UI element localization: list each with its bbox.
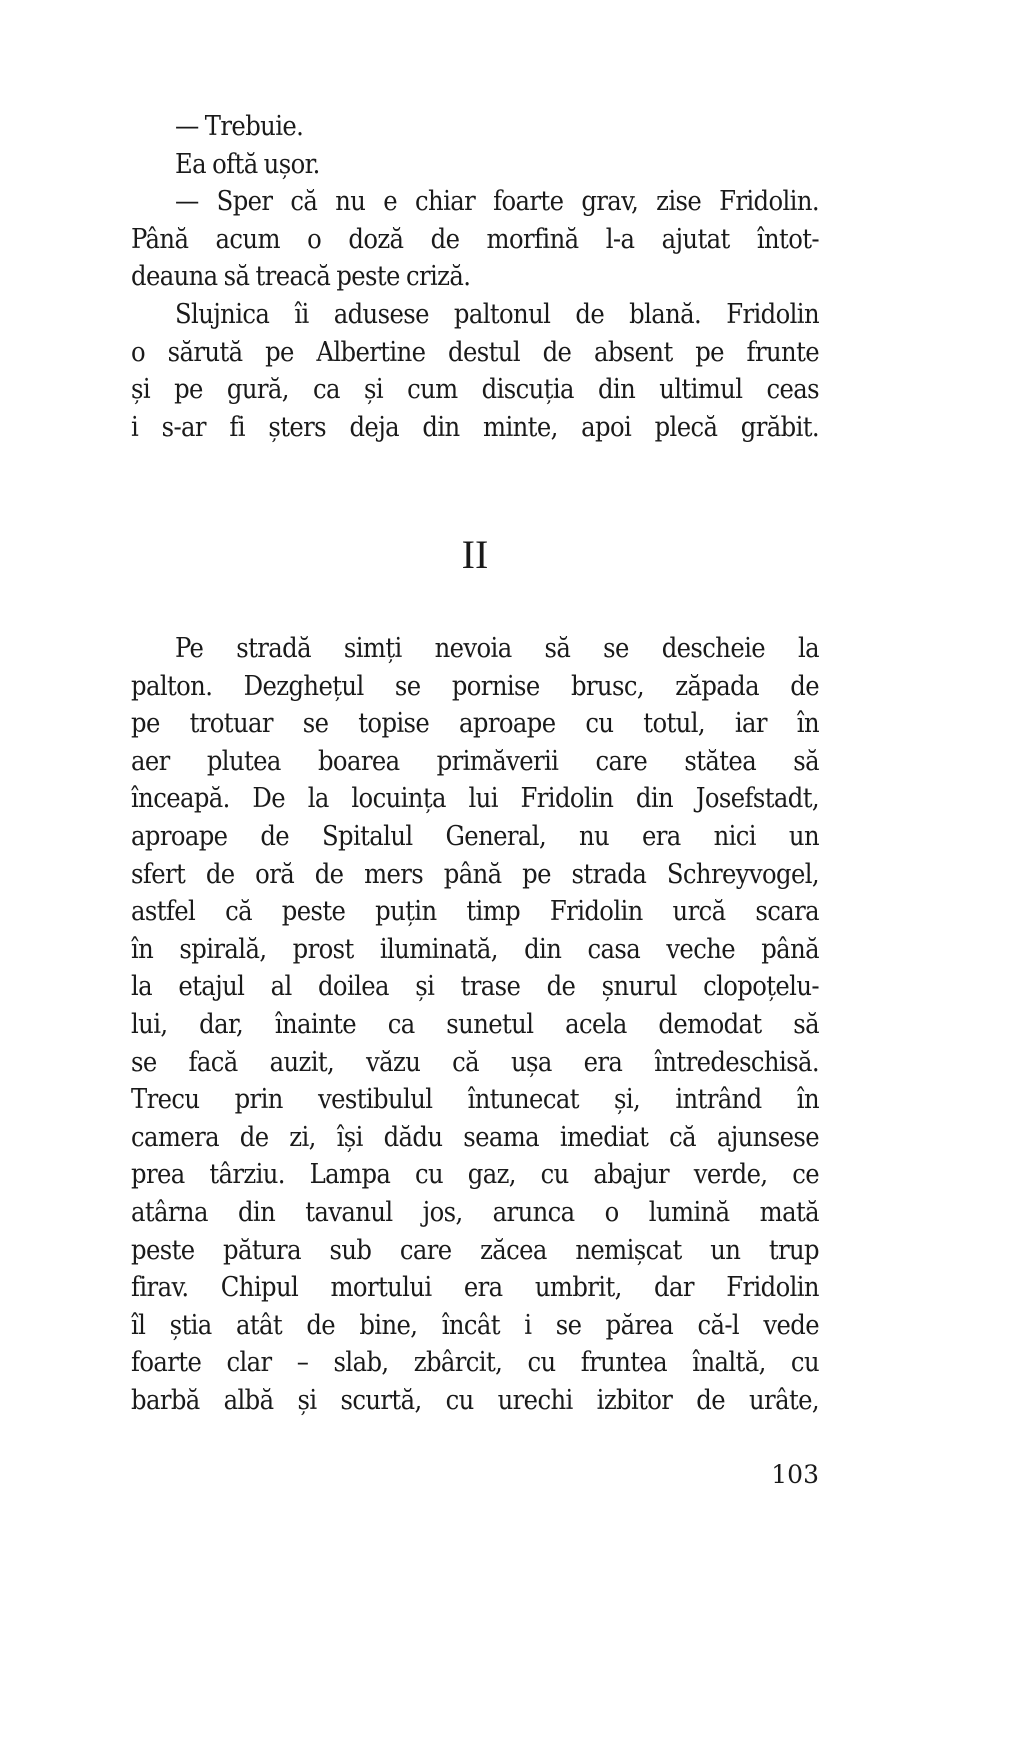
text-line: o sărută pe Albertine destul de absent pe frunte (131, 336, 819, 368)
text-line: firav. Chipul mortului era umbrit, dar Fridolin (131, 1272, 819, 1304)
page-number: 103 (771, 1460, 819, 1489)
text-line: lui, dar, înainte ca sunetul acela demodat să (131, 1008, 819, 1040)
text-line: la etajul al doilea și trase de șnurul clopoțelu- (131, 971, 819, 1003)
text-line: Trecu prin vestibulul întunecat și, intrând în (131, 1084, 819, 1116)
text-line: prea târziu. Lampa cu gaz, cu abajur verde, ce (131, 1159, 819, 1191)
text-line: îl știa atât de bine, încât i se părea că-l vede (131, 1309, 819, 1341)
text-line: în spirală, prost iluminată, din casa veche până (131, 933, 819, 965)
text-line: aer plutea boarea primăverii care stătea să (131, 745, 819, 777)
text-line: palton. Dezghețul se pornise brusc, zăpada de (131, 670, 819, 702)
text-line: înceapă. De la locuința lui Fridolin din Josefstadt, (131, 783, 819, 815)
text-line: foarte clar – slab, zbârcit, cu fruntea înaltă, cu (131, 1347, 819, 1379)
book-page (131, 108, 819, 1489)
text-line: Ea oftă ușor. (175, 148, 320, 180)
text-line: și pe gură, ca și cum discuția din ultimul ceas (131, 374, 819, 406)
text-line: peste pătura sub care zăcea nemișcat un trup (131, 1234, 819, 1266)
section-before-chapter (131, 108, 819, 446)
text-line: pe trotuar se topise aproape cu totul, iar în (131, 708, 819, 740)
text-line: aproape de Spitalul General, nu era nici un (131, 820, 819, 852)
section-after-chapter (131, 630, 819, 1419)
text-line: camera de zi, își dădu seama imediat că ajunsese (131, 1121, 819, 1153)
text-line: se facă auzit, văzu că ușa era întredeschisă. (131, 1046, 819, 1078)
text-line: deauna să treacă peste criză. (131, 261, 471, 293)
text-line: i s-ar fi șters deja din minte, apoi plecă grăbit. (131, 411, 819, 443)
text-line: — Sper că nu e chiar foarte grav, zise Fridolin. (175, 186, 819, 218)
chapter-heading: II (461, 532, 489, 577)
text-line: barbă albă și scurtă, cu urechi izbitor de urâte, (131, 1384, 819, 1416)
text-line: sfert de oră de mers până pe strada Schreyvogel, (131, 858, 819, 890)
text-line: — Trebuie. (175, 111, 304, 142)
text-line: Slujnica îi adusese paltonul de blană. Fridolin (175, 298, 819, 330)
text-line: Până acum o doză de morfină l-a ajutat întot- (131, 223, 819, 255)
text-line: atârna din tavanul jos, arunca o lumină mată (131, 1196, 819, 1228)
text-line: astfel că peste puțin timp Fridolin urcă scara (131, 896, 819, 928)
text-line: Pe stradă simți nevoia să se descheie la (175, 633, 819, 664)
